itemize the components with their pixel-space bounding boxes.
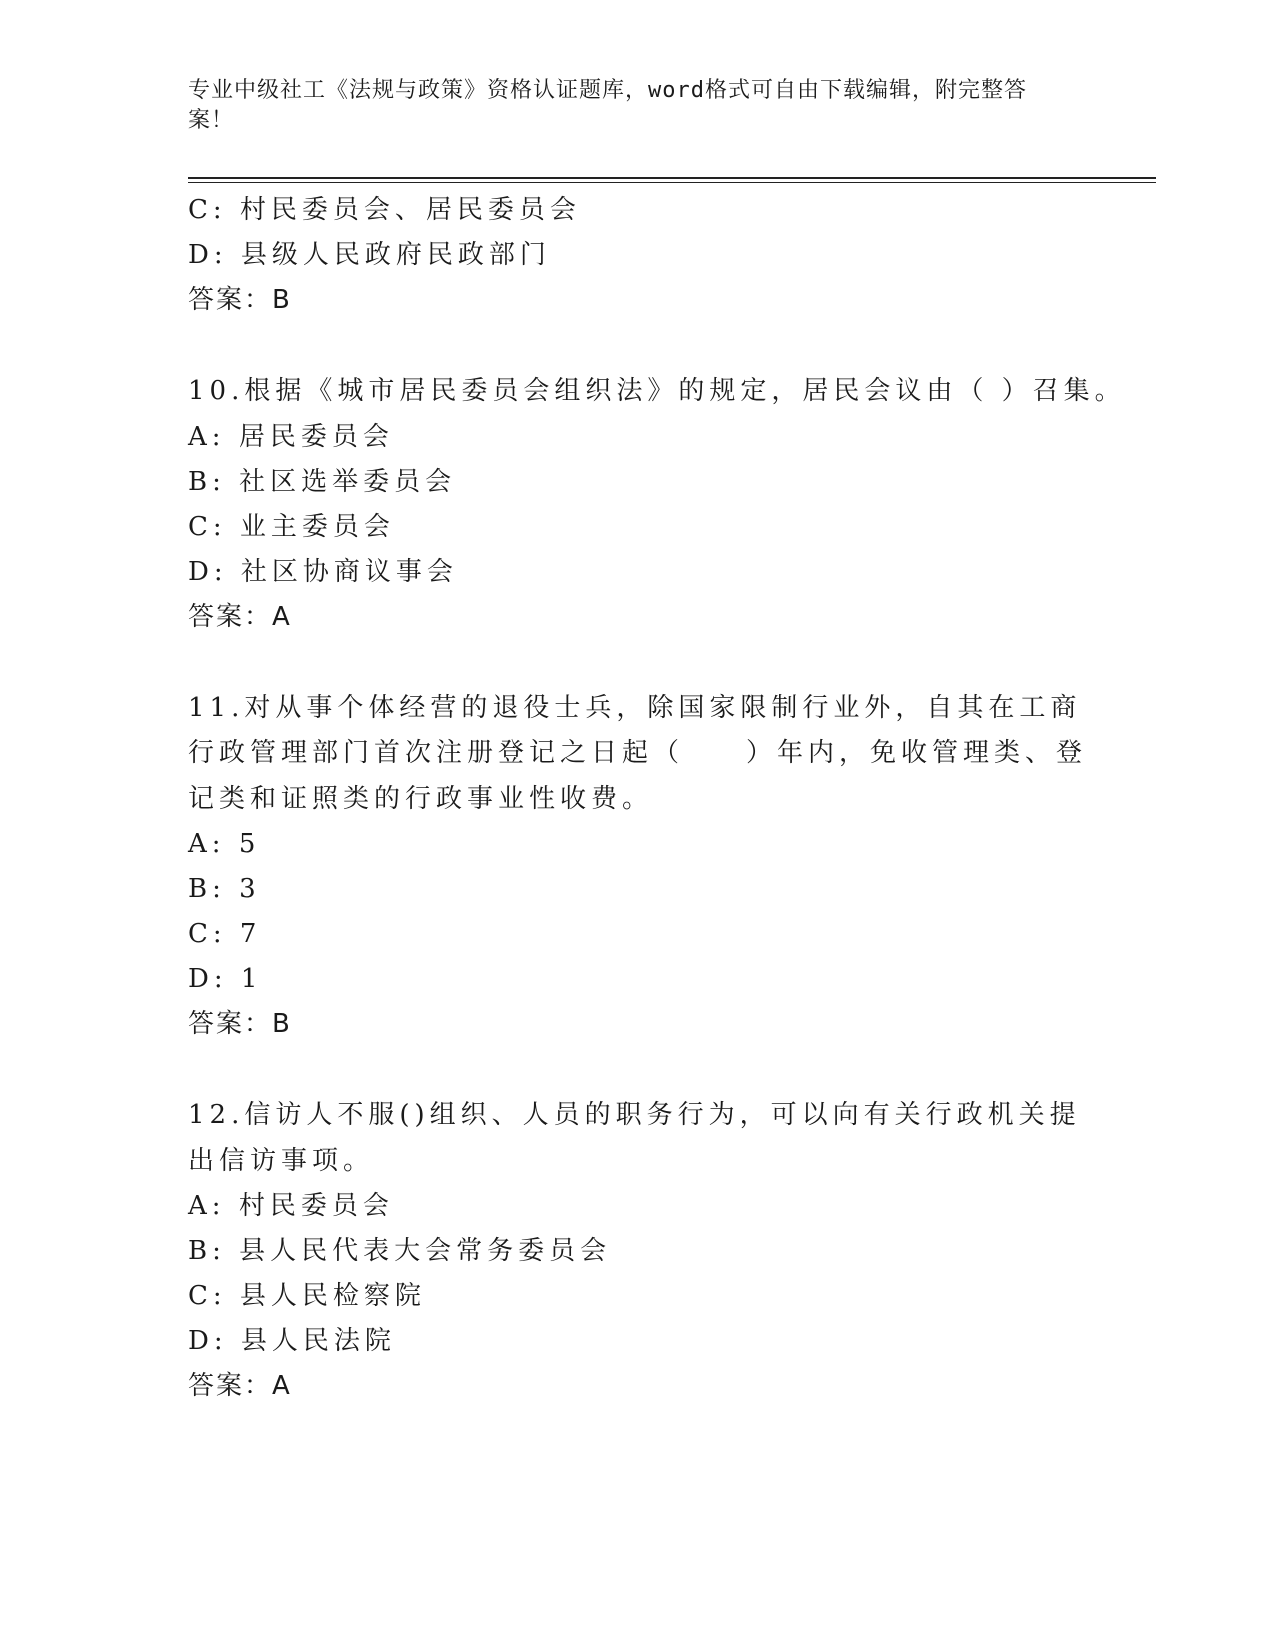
option-c: C: 7 <box>188 919 262 949</box>
option-c: C: 业主委员会 <box>188 511 395 542</box>
answer-line: 答案：A <box>188 601 292 632</box>
answer-line: 答案：A <box>188 1371 292 1401</box>
option-b: B: 3 <box>188 874 261 904</box>
answer-line: 答案：B <box>188 285 292 315</box>
option-c: C: 县人民检察院 <box>188 1281 426 1311</box>
option-d: D: 社区协商议事会 <box>188 556 458 587</box>
option-a: A: 村民委员会 <box>188 1191 394 1221</box>
document-header: 专业中级社工《法规与政策》资格认证题库，word格式可自由下载编辑，附完整答案！ <box>188 78 1027 133</box>
question-text: 10.根据《城市居民委员会组织法》的规定，居民会议由（ ）召集。 <box>188 376 1126 406</box>
question-text: 11.对从事个体经营的退役士兵，除国家限制行业外，自其在工商行政管理部门首次注册登记之日起（ ）年内，免收管理类、登记类和证照类的行政事业性收费。 <box>188 692 1088 814</box>
header-rule-thin <box>188 182 1156 183</box>
answer-line: 答案：B <box>188 1009 292 1039</box>
question-text: 12.信访人不服()组织、人员的职务行为，可以向有关行政机关提出信访事项。 <box>188 1100 1081 1176</box>
option-d: D: 县级人民政府民政部门 <box>188 240 551 270</box>
previous-question-tail <box>188 188 1088 323</box>
option-d: D: 1 <box>188 964 263 994</box>
header-rule-thick <box>188 177 1156 179</box>
question-11 <box>188 686 1088 1048</box>
option-a: A: 5 <box>188 829 261 859</box>
option-c: C: 村民委员会、居民委员会 <box>188 195 581 225</box>
question-12 <box>188 1093 1088 1409</box>
option-b: B: 县人民代表大会常务委员会 <box>188 1236 612 1266</box>
question-10 <box>188 369 1126 640</box>
option-d: D: 县人民法院 <box>188 1326 396 1356</box>
option-a: A: 居民委员会 <box>188 421 394 452</box>
question-list <box>188 188 1126 1409</box>
option-b: B: 社区选举委员会 <box>188 466 457 497</box>
